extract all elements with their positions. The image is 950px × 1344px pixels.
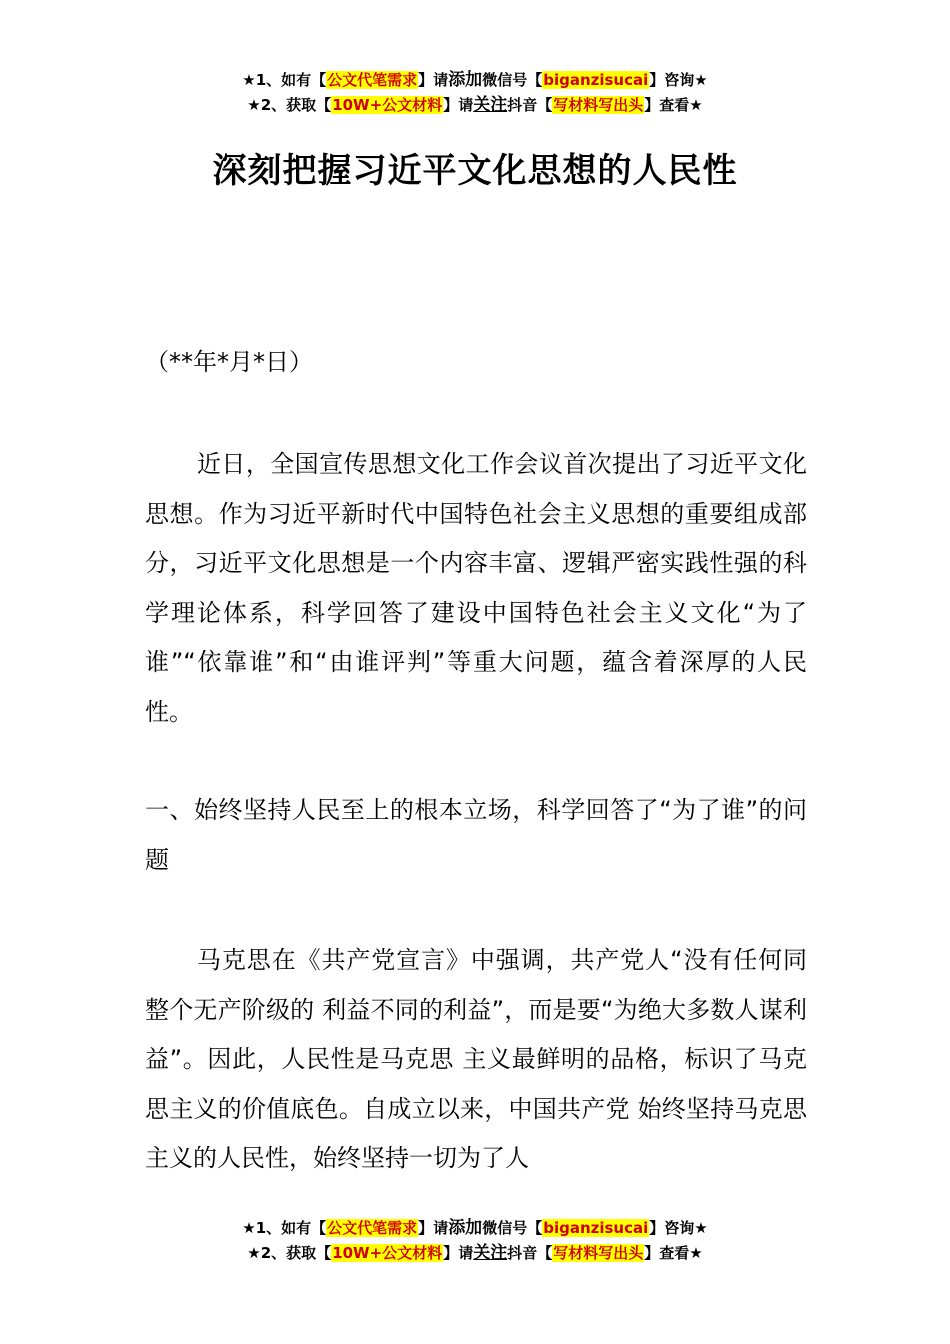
paragraph-intro: 近日，全国宣传思想文化工作会议首次提出了习近平文化思想。作为习近平新时代中国特色社会主义思想的重要组成部分，习近平文化思想是一个内容丰富、逻辑严密实践性强的科学理论体系，科学回答了建设中国特色社会主义文化“为了谁”“依靠谁”和“由谁评判”等重大问题，蕴含着深厚的人民性。 [145,450,807,726]
promo-emphasis: 添加 [448,70,483,90]
promo-highlight-wechat-id: biganzisucai [543,1219,649,1237]
promo-line-1: ★1、如有【公文代笔需求】请添加微信号【biganzisucai】咨询★ [242,70,708,90]
promo-emphasis: 关注 [473,95,508,115]
promo-emphasis: 添加 [448,1218,483,1238]
header-promo-banner [0,68,950,118]
promo-highlight-wechat-id: biganzisucai [543,71,649,89]
paragraph-section-1: 马克思在《共产党宣言》中强调，共产党人“没有任何同整个无产阶级的 利益不同的利益”，而是要“为绝大多数人谋利益”。因此，人民性是马克思 主义最鲜明的品格，标识了马克思主义的价值底色。自成立以来，中国共产党 始终坚持马克思主义的人民性，始终坚持一切为了人 [145,946,807,1172]
footer-promo-banner [0,1216,950,1266]
promo-highlight-service: 公文代笔需求 [327,1219,418,1237]
document-title: 深刻把握习近平文化思想的人民性 [212,151,738,191]
promo-highlight-service: 公文代笔需求 [327,71,418,89]
promo-emphasis: 关注 [473,1243,508,1263]
promo-line-2: ★2、获取【10W+公文材料】请关注抖音【写材料写出头】查看★ [247,1243,703,1263]
promo-highlight-materials: 10W+公文材料 [332,1244,443,1262]
promo-line-2: ★2、获取【10W+公文材料】请关注抖音【写材料写出头】查看★ [247,95,703,115]
section-heading-1: 一、始终坚持人民至上的根本立场，科学回答了“为了谁”的问题 [145,796,807,874]
promo-highlight-materials: 10W+公文材料 [332,96,443,114]
promo-highlight-douyin: 写材料写出头 [553,96,644,114]
promo-line-1: ★1、如有【公文代笔需求】请添加微信号【biganzisucai】咨询★ [242,1218,708,1238]
promo-highlight-douyin: 写材料写出头 [553,1244,644,1262]
document-date: （**年*月*日） [145,348,313,376]
